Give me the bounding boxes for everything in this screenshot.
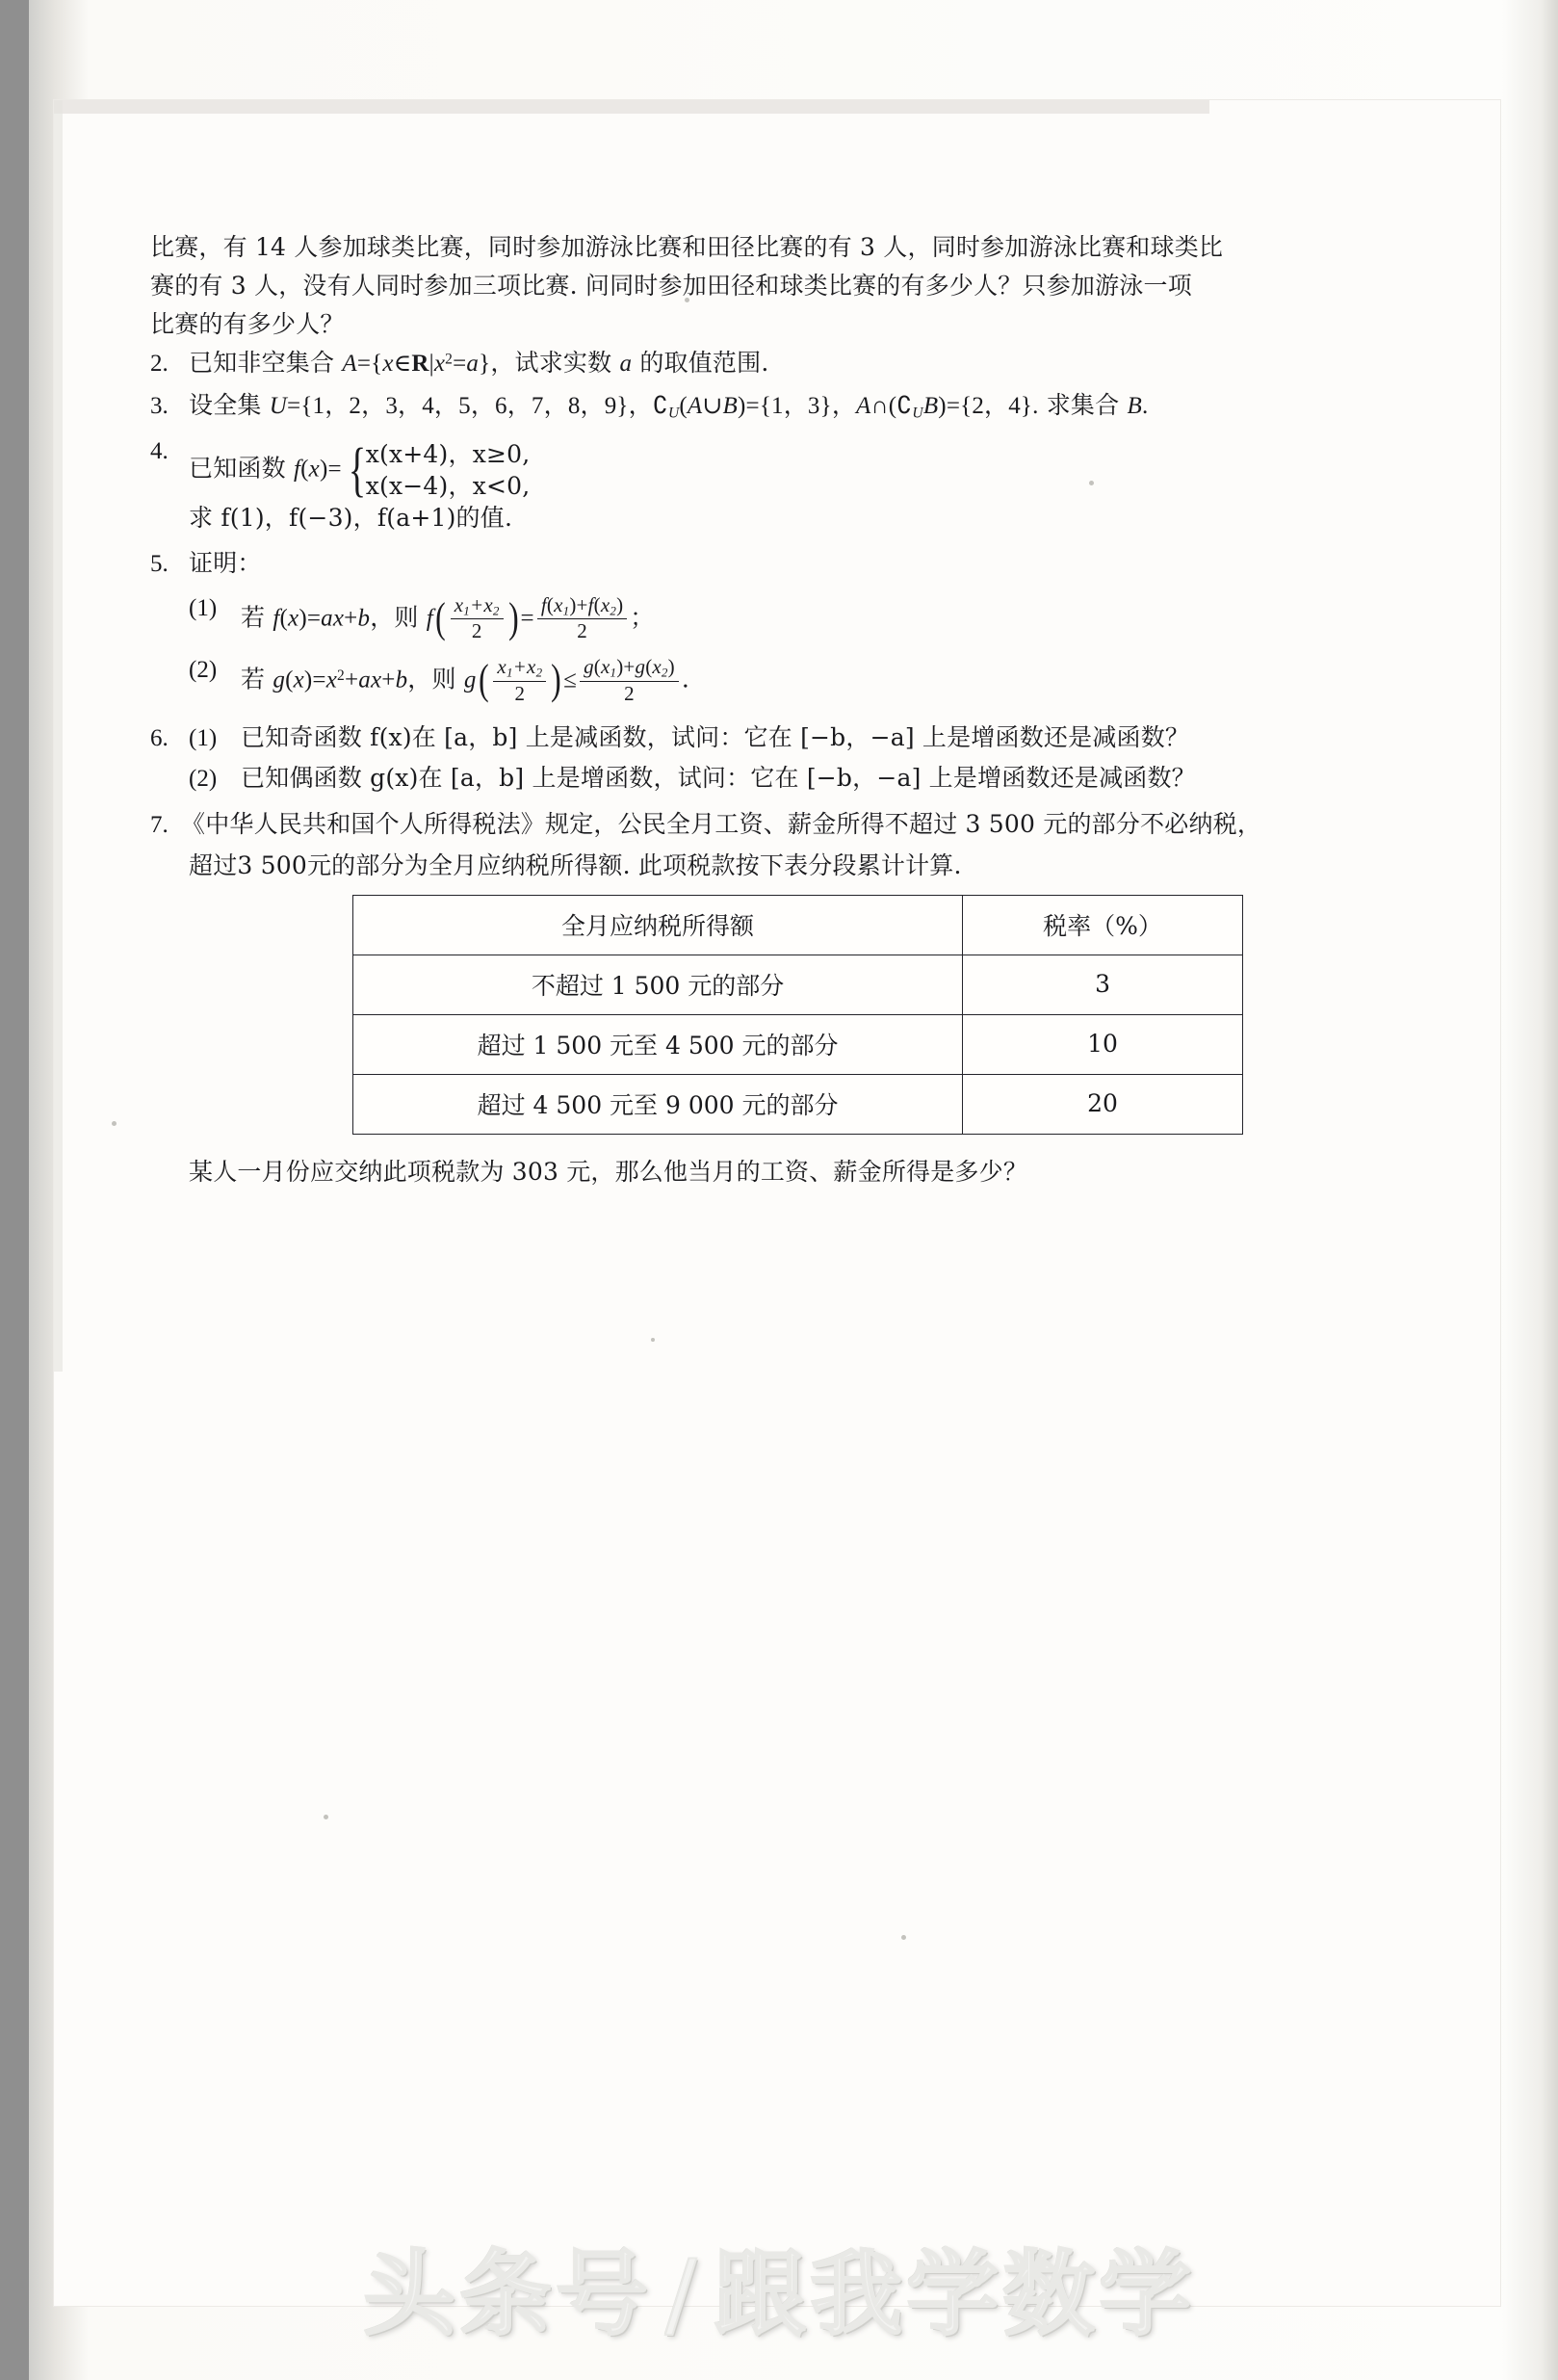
- exercise-item-2: [150, 351, 1518, 378]
- table-header-row: [353, 895, 1243, 955]
- relation-symbol-1: =: [520, 605, 534, 632]
- scan-smudge-left: [54, 100, 63, 1372]
- right-paren-icon: ): [551, 656, 562, 704]
- exercise-1-line-1: 比赛，有 14 人参加球类比赛，同时参加游泳比赛和田径比赛的有 3 人，同时参加游泳比赛和球类比: [150, 233, 1224, 261]
- exercise-4-second-line: 求 f(1)，f(−3)，f(a+1)的值.: [189, 503, 513, 532]
- fraction-numerator: $x_1+x_2$: [454, 592, 500, 618]
- fraction-lhs-1: [451, 594, 504, 642]
- page-sheet: [54, 100, 1500, 2306]
- exercise-5-sub-2-label: (2): [189, 657, 218, 684]
- scan-speck: [112, 1121, 117, 1126]
- exercise-5-sub-1-text: 若 f(x)=ax+b，则 f( $\frac{x_1+x_2}{2}$ )= $\frac{f(x_1)+f(x_2)}{2}$ ；: [241, 592, 655, 643]
- exercise-6-sub-2: [150, 763, 1518, 793]
- watermark-separator: /: [664, 2240, 701, 2348]
- watermark-left: 头条号: [362, 2239, 652, 2348]
- scan-speck: [324, 1815, 328, 1819]
- fraction-denominator: 2: [537, 618, 627, 642]
- left-paren-icon: (: [434, 594, 446, 642]
- exercise-4-marker: 4.: [150, 437, 169, 464]
- left-paren-icon: (: [478, 656, 489, 704]
- exercise-5-sub-1-tail: ；: [630, 603, 655, 632]
- table-cell-rate: 3: [963, 955, 1243, 1014]
- table-cell-bracket: 超过 1 500 元至 4 500 元的部分: [353, 1014, 963, 1074]
- watermark-right: 跟我学数学: [714, 2239, 1196, 2348]
- exercise-item-4: [150, 438, 1518, 502]
- exercise-4-body: [189, 438, 1518, 502]
- table-cell-rate: 10: [963, 1014, 1243, 1074]
- fraction-denominator: 2: [580, 681, 679, 705]
- exercise-item-7: [150, 809, 1518, 839]
- table-header-bracket: 全月应纳税所得额: [353, 895, 963, 955]
- exercise-4-case-1: x(x+4)，x≥0,: [365, 439, 531, 468]
- right-paren-icon: ): [507, 594, 519, 642]
- exercise-5-sub-2-text: 若 $g(x)=x^2+ax+b$，则 g( $\frac{x_1+x_2}{2}$ )≤ $\frac{g(x_1)+g(x_2)}{2}$ .: [241, 655, 689, 705]
- watermark: [0, 2221, 1558, 2353]
- fraction-denominator: 2: [493, 681, 546, 705]
- left-brace-icon: {: [348, 436, 367, 503]
- fraction-rhs-2: [580, 656, 679, 704]
- exercise-5-marker: 5.: [150, 550, 169, 577]
- exercise-5-sub-2-tail: .: [681, 665, 689, 693]
- exercise-4-piecewise: 已知函数 f(x)= { x(x+4)，x≥0, x(x−4)，x<0,: [189, 436, 531, 503]
- exercise-6-sub-1-label: (1): [189, 724, 218, 751]
- exercise-5-sub-2: [189, 657, 1518, 705]
- scan-smudge-top: [54, 100, 1209, 114]
- exercise-7-line-1: 《中华人民共和国个人所得税法》规定，公民全月工资、薪金所得不超过 3 500 元的部分不必纳税，: [181, 809, 1262, 838]
- exercise-6-sub-2-text: 已知偶函数 g(x)在 [a，b] 上是增函数，试问：它在 [−b，−a] 上是增函数还是减函数？: [241, 763, 1196, 792]
- exercise-4-second-line-row: [150, 503, 1518, 532]
- table-row: [353, 1014, 1243, 1074]
- exercise-item-5: [150, 548, 1518, 578]
- exercise-7-closing-row: [150, 1157, 1518, 1186]
- exercise-5-title: 证明：: [189, 548, 262, 577]
- table-header-rate: 税率（%）: [963, 895, 1243, 955]
- fraction-rhs-1: [537, 594, 627, 642]
- exercise-5-sub-1-label: (1): [189, 594, 218, 621]
- fraction-numerator: $g(x_1)+g(x_2)$: [584, 655, 675, 680]
- fraction-numerator: $f(x_1)+f(x_2)$: [540, 592, 624, 618]
- exercise-item-1: [150, 235, 1518, 336]
- exercise-content: [150, 235, 1518, 1185]
- table-cell-bracket: 不超过 1 500 元的部分: [353, 955, 963, 1014]
- exercise-7-closing: 某人一月份应交纳此项税款为 303 元，那么他当月的工资、薪金所得是多少？: [189, 1157, 1028, 1186]
- exercise-item-3: [150, 393, 1518, 421]
- exercise-1-line-3: 比赛的有多少人？: [150, 310, 345, 338]
- table-cell-rate: 20: [963, 1074, 1243, 1134]
- exercise-3-marker: 3.: [150, 393, 169, 419]
- exercise-3-text: 设全集 U={1，2，3，4，5，6，7，8，9}，$∁_U(A\cup B)=\{1$，3}，$A\cap(∁_UB)=\{2$，4}. 求集合 B.: [189, 391, 1149, 422]
- fraction-lhs-2: [493, 656, 546, 704]
- exercise-7-line-2-row: [150, 850, 1518, 879]
- table-row: [353, 1074, 1243, 1134]
- exercise-7-marker: 7.: [150, 811, 169, 838]
- exercise-6-marker: 6.: [150, 724, 169, 751]
- relation-symbol-2: ≤: [563, 667, 578, 693]
- fraction-numerator: $x_1+x_2$: [497, 655, 543, 680]
- tax-rate-table: [352, 895, 1243, 1135]
- exercise-4-case-2: x(x−4)，x<0,: [365, 471, 531, 500]
- exercise-7-line-2: 超过3 500元的部分为全月应纳税所得额. 此项税款按下表分段累计计算.: [189, 850, 962, 879]
- exercise-1-line-2: 赛的有 3 人，没有人同时参加三项比赛. 问同时参加田径和球类比赛的有多少人？只参加游泳一项: [150, 272, 1192, 300]
- exercise-6-sub-1-text: 已知奇函数 f(x)在 [a，b] 上是减函数，试问：它在 [−b，−a] 上是增函数还是减函数？: [241, 722, 1190, 751]
- scan-speck: [651, 1338, 655, 1342]
- exercise-6-sub-2-label: (2): [189, 765, 218, 792]
- exercise-2-text: 已知非空集合 $A=\{x\in R|x^2=a\}$，试求实数 a 的取值范围.: [189, 349, 769, 377]
- exercise-5-sub-1: [189, 592, 1518, 643]
- table-row: [353, 955, 1243, 1014]
- table-cell-bracket: 超过 4 500 元至 9 000 元的部分: [353, 1074, 963, 1134]
- exercise-2-marker: 2.: [150, 351, 169, 377]
- fraction-denominator: 2: [451, 618, 504, 642]
- piecewise-group: [343, 438, 531, 502]
- exercise-item-6: [150, 722, 1518, 752]
- scan-speck: [901, 1935, 906, 1940]
